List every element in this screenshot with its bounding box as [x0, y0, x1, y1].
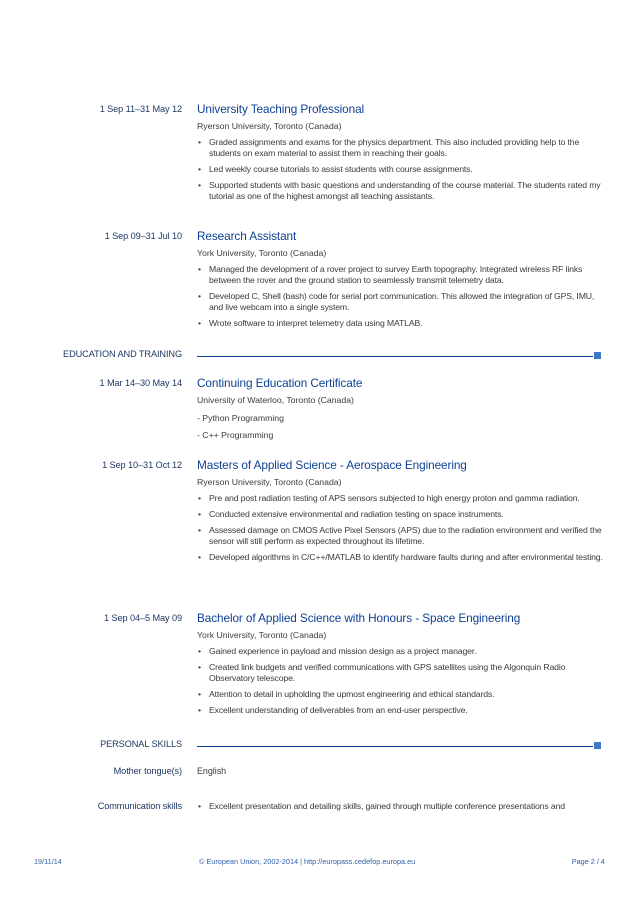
- bullet-icon: •: [198, 689, 201, 699]
- entry-title: University Teaching Professional: [197, 102, 365, 116]
- entry-organization: University of Waterloo, Toronto (Canada): [197, 395, 354, 405]
- bullet-icon: •: [198, 164, 201, 174]
- entry-title: Research Assistant: [197, 229, 297, 243]
- list-item: • Excellent understanding of deliverables from an end-user perspective.: [198, 705, 468, 715]
- bullet-icon: •: [198, 509, 201, 519]
- communication-skills-label: Communication skills: [97, 801, 182, 811]
- list-item: • Wrote software to interpret telemetry data using MATLAB.: [198, 318, 423, 328]
- bullet-icon: •: [198, 525, 201, 535]
- bullet-icon: •: [198, 801, 201, 811]
- entry-organization: Ryerson University, Toronto (Canada): [197, 121, 342, 131]
- entry-organization: York University, Toronto (Canada): [197, 248, 327, 258]
- mother-tongue-value: English: [197, 766, 227, 776]
- list-item: • Graded assignments and exams for the physics department. This also included providing help to the students on exam material to assist them in reaching their goals.: [198, 137, 580, 158]
- list-item: • Gained experience in payload and mission design as a project manager.: [198, 646, 477, 656]
- entry-title: Masters of Applied Science - Aerospace Engineering: [197, 458, 467, 472]
- bullet-icon: •: [198, 662, 201, 672]
- list-item: • Developed C, Shell (bash) code for serial port communication. This allowed the integration of GPS, IMU, and live webcam into a single system.: [198, 291, 595, 312]
- bullet-icon: •: [198, 318, 201, 328]
- list-item: • Conducted extensive environmental and radiation testing on space instruments.: [198, 509, 504, 519]
- entry-bullet-list: [197, 264, 607, 329]
- section-header-personal-skills: [0, 739, 638, 755]
- list-item: • Assessed damage on CMOS Active Pixel Sensors (APS) due to the radiation environment and verified the sensor will still perform as expected throughout its lifetime.: [198, 525, 602, 546]
- entry-bullet-list: [197, 646, 607, 716]
- bullet-icon: •: [198, 264, 201, 274]
- section-divider: [197, 356, 593, 357]
- list-item: • Attention to detail in upholding the upmost engineering and ethical standards.: [198, 689, 495, 699]
- entry-title: Continuing Education Certificate: [197, 376, 363, 390]
- list-item: • Supported students with basic questions and understanding of the course material. The students rated my tutorial as one of the highest amongst all teaching assistants.: [198, 180, 601, 201]
- entry-date: 1 Sep 04–5 May 09: [104, 613, 182, 623]
- list-item: • Led weekly course tutorials to assist students with course assignments.: [198, 164, 473, 174]
- entry-line: - Python Programming: [197, 413, 284, 423]
- section-title: PERSONAL SKILLS: [100, 739, 182, 749]
- bullet-icon: •: [198, 291, 201, 301]
- entry-line: - C++ Programming: [197, 430, 274, 440]
- bullet-icon: •: [198, 137, 201, 147]
- section-header-education: [0, 349, 638, 365]
- entry-bullet-list: [197, 137, 607, 202]
- mother-tongue-label: Mother tongue(s): [113, 766, 182, 776]
- entry-date: 1 Sep 11–31 May 12: [99, 104, 182, 114]
- section-divider: [197, 746, 593, 747]
- section-square-icon: [594, 742, 601, 749]
- bullet-icon: •: [198, 646, 201, 656]
- entry-date: 1 Mar 14–30 May 14: [99, 378, 182, 388]
- bullet-icon: •: [198, 705, 201, 715]
- footer-date: 19/11/14: [34, 857, 62, 866]
- section-square-icon: [594, 352, 601, 359]
- list-item: • Created link budgets and verified communications with GPS satellites using the Algonquin Radio Observatory telescope.: [198, 662, 566, 683]
- list-item: • Developed algorithms in C/C++/MATLAB to identify hardware faults during and after environmental testing.: [198, 552, 603, 562]
- communication-skills-item: • Excellent presentation and detailing skills, gained through multiple conference presentations and: [198, 801, 565, 811]
- entry-title: Bachelor of Applied Science with Honours - Space Engineering: [197, 611, 521, 625]
- entry-bullet-list: [197, 493, 607, 563]
- bullet-icon: •: [198, 493, 201, 503]
- list-item: • Pre and post radiation testing of APS sensors subjected to high energy proton and gamma radiation.: [198, 493, 580, 503]
- entry-organization: Ryerson University, Toronto (Canada): [197, 477, 342, 487]
- entry-date: 1 Sep 09–31 Jul 10: [104, 231, 182, 241]
- footer-copyright: © European Union, 2002-2014 | http://europass.cedefop.europa.eu: [199, 857, 416, 866]
- entry-date: 1 Sep 10–31 Oct 12: [102, 460, 182, 470]
- list-item: • Managed the development of a rover project to survey Earth topography. Integrated wireless RF links between the rover and the ground station to seamlessly transmit telemetry data.: [198, 264, 583, 285]
- footer-page-number: Page 2 / 4: [571, 857, 605, 866]
- page-footer: [0, 857, 638, 869]
- bullet-icon: •: [198, 180, 201, 190]
- entry-organization: York University, Toronto (Canada): [197, 630, 327, 640]
- bullet-icon: •: [198, 552, 201, 562]
- section-title: EDUCATION AND TRAINING: [63, 349, 182, 359]
